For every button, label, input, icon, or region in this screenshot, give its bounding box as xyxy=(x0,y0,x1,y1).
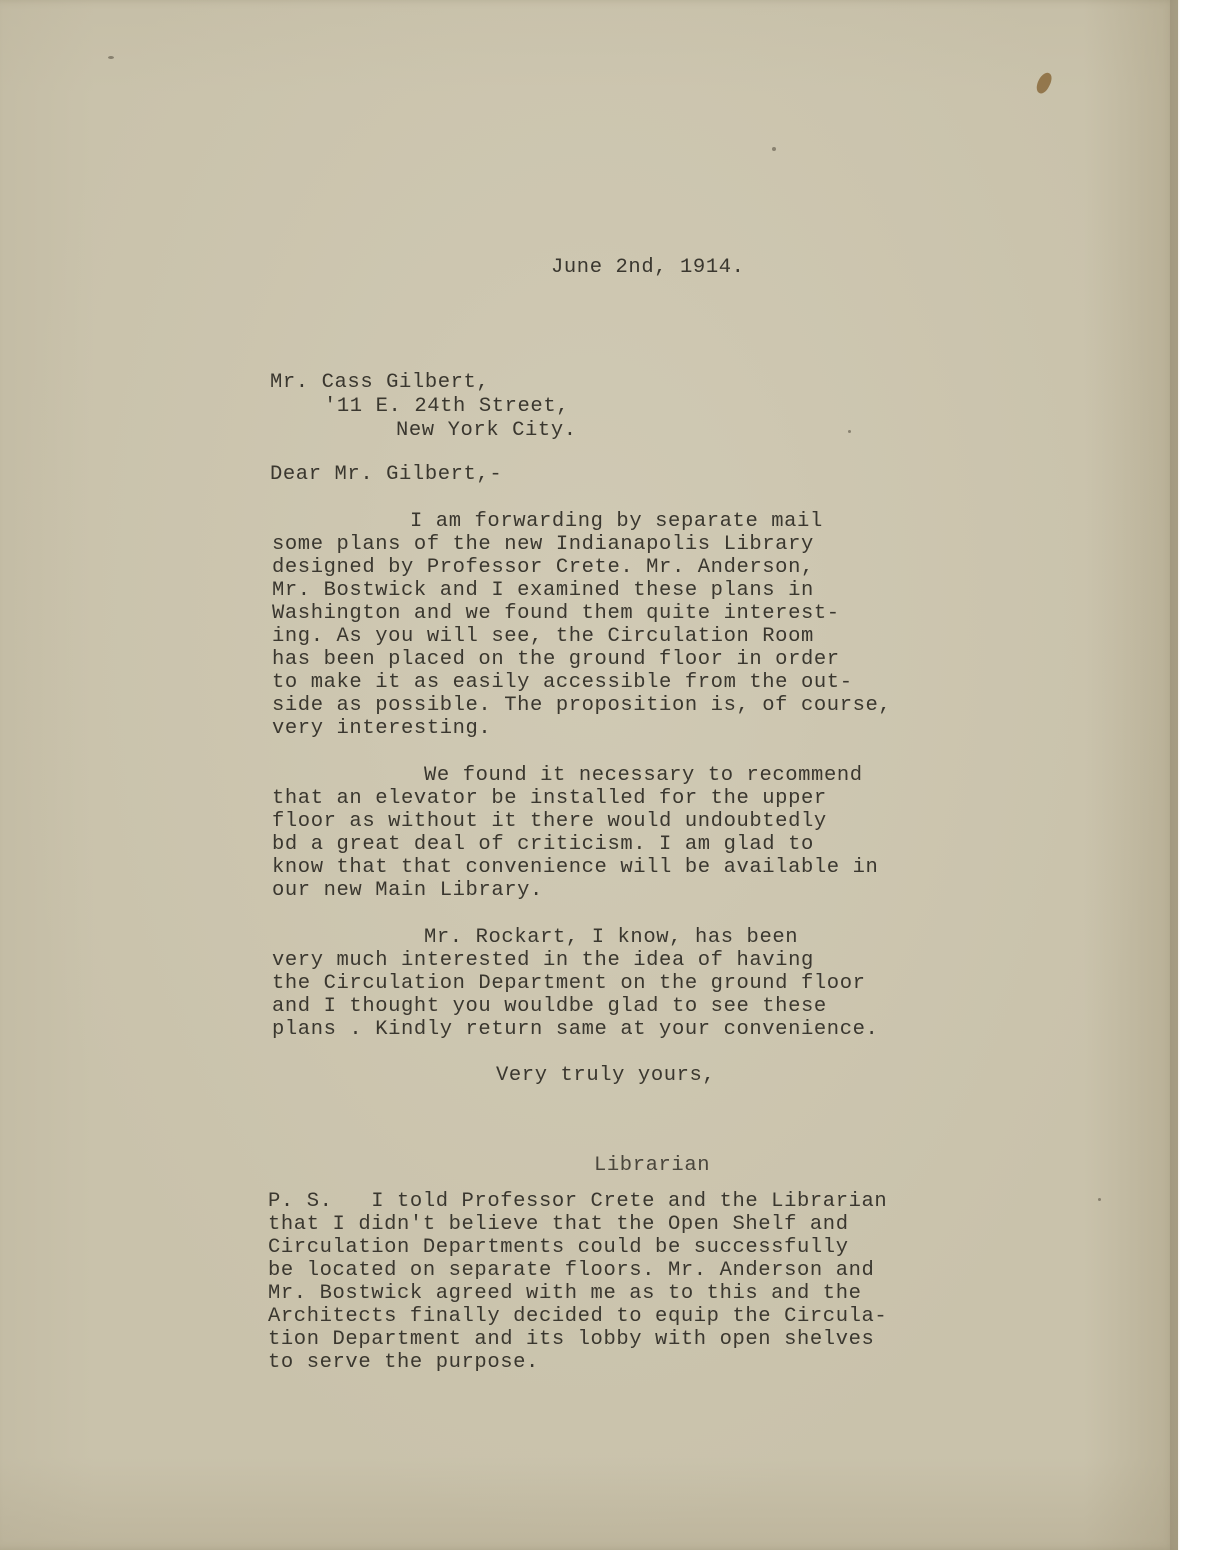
body-line: Mr. Bostwick and I examined these plans in xyxy=(272,579,814,602)
body-line: to make it as easily accessible from the out- xyxy=(272,671,853,694)
paper-speck xyxy=(772,147,776,151)
body-line: We found it necessary to recommend xyxy=(424,764,863,787)
body-line: floor as without it there would undoubtedly xyxy=(272,810,827,833)
paper-edge-shadow xyxy=(1170,0,1180,1550)
body-line: very interesting. xyxy=(272,717,492,740)
body-line: has been placed on the ground floor in order xyxy=(272,648,840,671)
postscript-line: P. S. I told Professor Crete and the Librarian xyxy=(268,1190,888,1213)
letter-date: June 2nd, 1914. xyxy=(551,256,745,279)
closing: Very truly yours, xyxy=(496,1064,716,1087)
paper-speck xyxy=(108,56,114,59)
body-line: side as possible. The proposition is, of course, xyxy=(272,694,892,717)
postscript-line: Architects finally decided to equip the Circula- xyxy=(268,1305,888,1328)
body-line: Washington and we found them quite interest- xyxy=(272,602,840,625)
body-line: bd a great deal of criticism. I am glad to xyxy=(272,833,814,856)
body-line: plans . Kindly return same at your convenience. xyxy=(272,1018,879,1041)
body-line: very much interested in the idea of having xyxy=(272,949,814,972)
body-line: that an elevator be installed for the upper xyxy=(272,787,827,810)
address-line-city: New York City. xyxy=(396,419,577,442)
body-line: I am forwarding by separate mail xyxy=(410,510,823,533)
body-line: the Circulation Department on the ground floor xyxy=(272,972,866,995)
postscript-line: Mr. Bostwick agreed with me as to this and the xyxy=(268,1282,862,1305)
paper-speck xyxy=(848,430,851,433)
address-line-name: Mr. Cass Gilbert, xyxy=(270,371,490,394)
postscript-line: tion Department and its lobby with open shelves xyxy=(268,1328,875,1351)
body-line: our new Main Library. xyxy=(272,879,543,902)
postscript-line: be located on separate floors. Mr. Anderson and xyxy=(268,1259,875,1282)
signature-title: Librarian xyxy=(594,1154,711,1177)
body-line: Mr. Rockart, I know, has been xyxy=(424,926,799,949)
postscript-line: to serve the purpose. xyxy=(268,1351,539,1374)
body-line: some plans of the new Indianapolis Library xyxy=(272,533,814,556)
body-line: know that that convenience will be available in xyxy=(272,856,879,879)
postscript-line: that I didn't believe that the Open Shelf and xyxy=(268,1213,849,1236)
body-line: ing. As you will see, the Circulation Room xyxy=(272,625,814,648)
salutation: Dear Mr. Gilbert,- xyxy=(270,463,503,486)
paper-speck xyxy=(1098,1198,1101,1201)
body-line: and I thought you wouldbe glad to see these xyxy=(272,995,827,1018)
address-line-street: '11 E. 24th Street, xyxy=(324,395,570,418)
body-line: designed by Professor Crete. Mr. Anderson, xyxy=(272,556,814,579)
postscript-line: Circulation Departments could be successfully xyxy=(268,1236,849,1259)
